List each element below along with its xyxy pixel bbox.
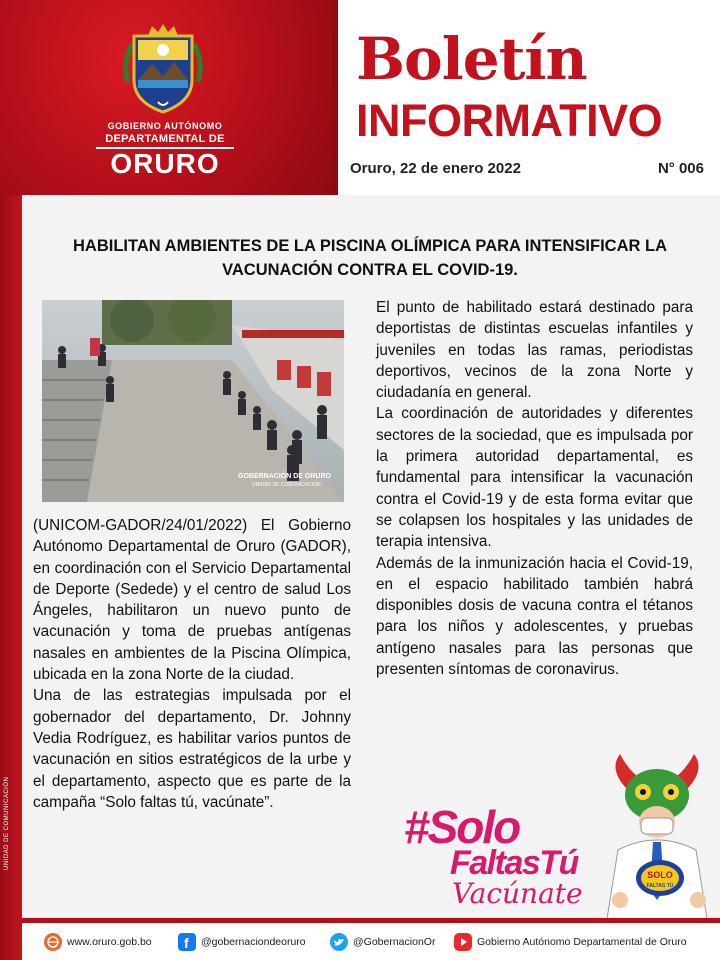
headline-line-2: VACUNACIÓN CONTRA EL COVID-19. [222, 261, 518, 279]
footer-web-text: www.oruro.gob.bo [67, 936, 152, 948]
svg-text:f: f [184, 935, 189, 951]
article-paragraph: Una de las estrategias impulsada por el gobernador del departamento, Dr. Johnny Vedia Rodríguez, es habilitar varios puntos de vacunación en sitios estratégicos de la urbe y el departamento, aspecto que es parte de la campaña “Solo faltas tú, vacúnate”. [33, 687, 351, 811]
bulletin-subtitle: INFORMATIVO [356, 95, 663, 146]
footer [22, 918, 720, 960]
mascot-illustration [598, 750, 716, 925]
footer-facebook[interactable] [178, 932, 306, 952]
gov-line-3: ORURO [110, 148, 220, 179]
footer-web[interactable] [44, 932, 152, 952]
photo-watermark: GOBERNACIÓN DE ORURO [238, 473, 331, 480]
facebook-icon [178, 933, 196, 951]
news-photo [42, 300, 344, 502]
footer-youtube-text: Gobierno Autónomo Departamental de Oruro [477, 936, 687, 948]
footer-youtube[interactable] [454, 932, 687, 952]
bulletin-number: N° 006 [657, 160, 704, 177]
campaign-line-2: FaltasTú [450, 844, 578, 882]
bulletin-date: Oruro, 22 de enero 2022 [350, 160, 521, 177]
article-left-column [33, 515, 351, 813]
gov-line-1: GOBIERNO AUTÓNOMO [107, 121, 223, 131]
photo-watermark-sub: UNIDAD DE COMUNICACIÓN [252, 482, 321, 488]
header-divider [332, 0, 338, 195]
photo-scene [42, 300, 344, 502]
campaign-line-1: #Solo [404, 801, 520, 853]
article-paragraph: (UNICOM-GADOR/24/01/2022) El Gobierno Autónomo Departamental de Oruro (GADOR), en coordinación con el Servicio Departamental de Deporte (Sedede) y el centro de salud Los Ángeles, habilitaron un nuevo punto de vacunación y toma de pruebas antígenas nasales en ambientes de la Piscina Olímpica, ubicada en la zona Norte de la ciudad. [33, 517, 351, 684]
twitter-icon [330, 933, 348, 951]
side-label: UNIDAD DE COMUNICACIÓN [4, 776, 10, 870]
bulletin-title: Boletín [356, 25, 587, 93]
footer-twitter[interactable] [330, 932, 435, 952]
article-right-column [376, 297, 693, 680]
mascot-badge-sub: FALTAS TÚ [646, 883, 674, 889]
headline [40, 234, 700, 282]
campaign-line-3: Vacúnate [452, 877, 583, 910]
article-paragraph: Además de la inmunización hacia el Covid-19, en el espacio habilitado también habrá disponibles dosis de vacuna contra el tétanos para los niños y adolescentes, y pruebas antígeno nasales para las personas que presenten síntomas de coronavirus. [376, 554, 693, 679]
campaign-logo [400, 800, 610, 915]
article-paragraph: La coordinación de autoridades y diferentes sectores de la sociedad, que es impulsada por la primera autoridad departamental, es fundamental para intensificar la vacunación contra el Covid-19 y de esta forma evitar que se colapsen los hospitales y las unidades de terapia intensiva. [376, 405, 693, 551]
article-paragraph: El punto de habilitado estará destinado para deportistas de distintas escuelas infantiles y juveniles en todas las ramas, periodistas deportivos, vecinos de la zona Norte y ciudadanía en general. [376, 299, 693, 402]
gov-line-2: DEPARTAMENTAL DE [105, 133, 225, 145]
footer-twitter-text: @GobernacionOr [353, 936, 436, 948]
mascot-badge-text: SOLO [647, 870, 673, 880]
youtube-icon [454, 933, 472, 951]
globe-icon [44, 933, 62, 951]
mascot-icon [598, 750, 716, 925]
headline-line-1: HABILITAN AMBIENTES DE LA PISCINA OLÍMPICA PARA INTENSIFICAR LA [73, 237, 667, 255]
footer-facebook-text: @gobernaciondeoruro [201, 936, 306, 948]
coat-of-arms-logo [118, 22, 208, 118]
